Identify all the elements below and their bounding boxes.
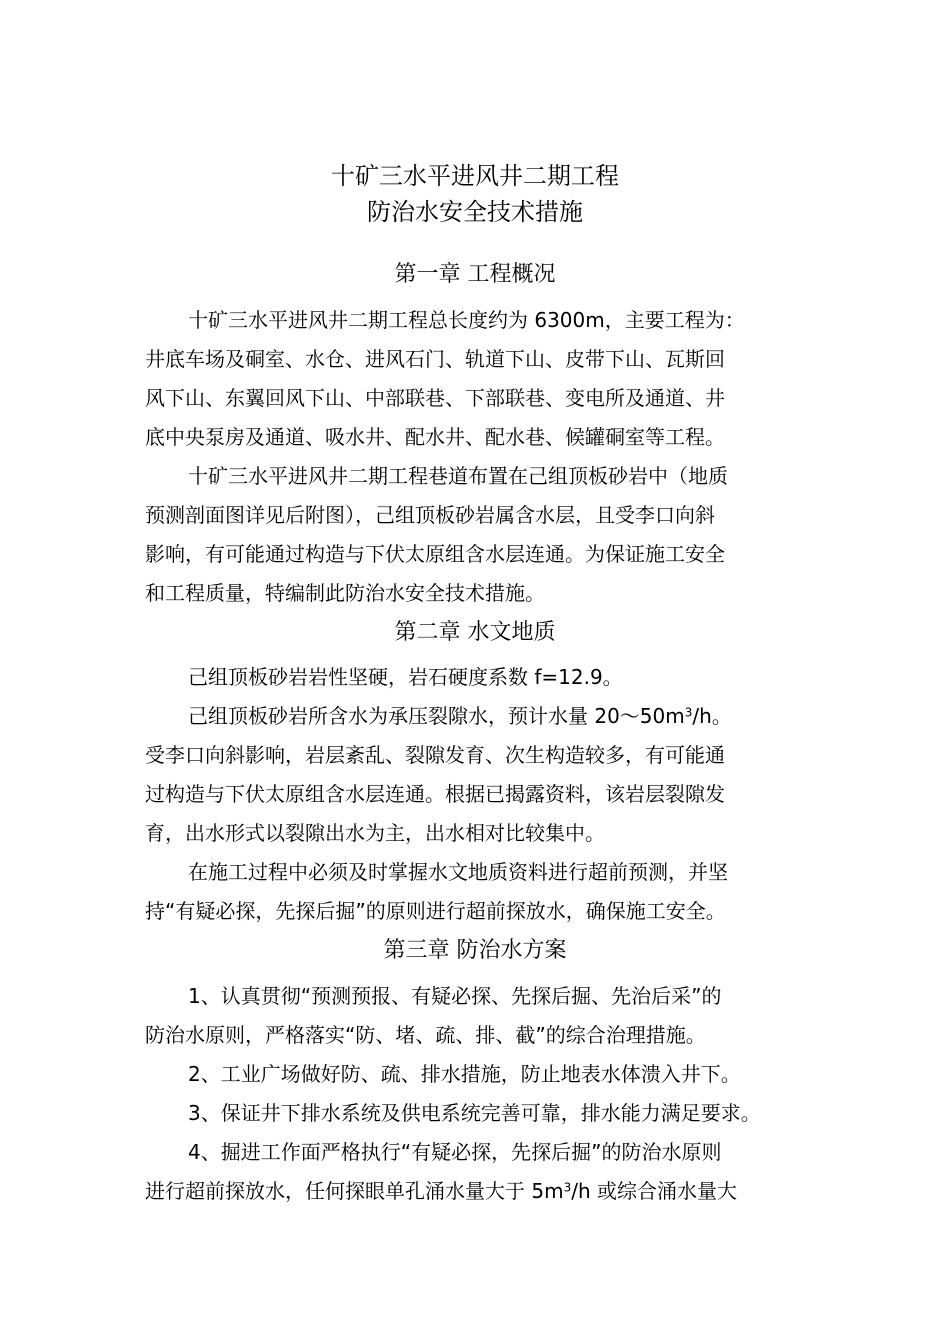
chapter-1-paragraph-line: 十矿三水平进风井二期工程总长度约为 6300m，主要工程为： — [188, 308, 745, 332]
chapter-2-line-text-end: /h。 — [692, 704, 732, 728]
chapter-2-paragraph-line: 持“有疑必探，先探后掘”的原则进行超前探放水，确保施工安全。 — [145, 899, 726, 923]
chapter-2-paragraph-line — [188, 702, 732, 730]
chapter-3-paragraph-line: 3、保证井下排水系统及供电系统完善可靠，排水能力满足要求。 — [188, 1101, 761, 1125]
chapter-2-paragraph-line: 过构造与下伏太原组含水层连通。根据已揭露资料，该岩层裂隙发 — [145, 782, 725, 806]
chapter-2-paragraph-line: 在施工过程中必须及时掌握水文地质资料进行超前预测，并坚 — [188, 860, 728, 884]
chapter-3-paragraph-line: 2、工业广场做好防、疏、排水措施，防止地表水体溃入井下。 — [188, 1062, 741, 1086]
chapter-2-line-text: 己组顶板砂岩所含水为承压裂隙水，预计水量 20～50m — [188, 704, 685, 728]
document-title-line-1: 十矿三水平进风井二期工程 — [331, 162, 619, 190]
chapter-1-paragraph-line: 风下山、东翼回风下山、中部联巷、下部联巷、变电所及通道、井 — [145, 386, 725, 410]
superscript-exponent: 3 — [563, 1180, 572, 1195]
chapter-3-line-text-end: /h 或综合涌水量大 — [571, 1179, 737, 1203]
chapter-1-paragraph-line: 井底车场及硐室、水仓、进风石门、轨道下山、皮带下山、瓦斯回 — [145, 347, 725, 371]
chapter-1-heading: 第一章 工程概况 — [394, 262, 556, 287]
chapter-1-paragraph-line: 预测剖面图详见后附图），己组顶板砂岩属含水层，且受李口向斜 — [145, 503, 715, 527]
chapter-1-paragraph-line: 和工程质量，特编制此防治水安全技术措施。 — [145, 581, 545, 605]
superscript-exponent: 3 — [684, 705, 693, 720]
chapter-1-paragraph-line: 十矿三水平进风井二期工程巷道布置在己组顶板砂岩中（地质 — [188, 464, 728, 488]
chapter-3-paragraph-line: 防治水原则，严格落实“防、堵、疏、排、截”的综合治理措施。 — [145, 1023, 706, 1047]
chapter-1-paragraph-line: 影响，有可能通过构造与下伏太原组含水层连通。为保证施工安全 — [145, 542, 725, 566]
chapter-3-paragraph-line: 1、认真贯彻“预测预报、有疑必探、先探后掘、先治后采”的 — [188, 984, 722, 1008]
chapter-1-paragraph-line: 底中央泵房及通道、吸水井、配水井、配水巷、候罐硐室等工程。 — [145, 425, 725, 449]
chapter-2-paragraph-line: 受李口向斜影响，岩层紊乱、裂隙发育、次生构造较多，有可能通 — [145, 743, 725, 767]
chapter-3-heading: 第三章 防治水方案 — [383, 938, 567, 963]
chapter-2-paragraph-line: 己组顶板砂岩岩性坚硬，岩石硬度系数 f=12.9。 — [188, 665, 623, 689]
chapter-3-line-text: 进行超前探放水，任何探眼单孔涌水量大于 5m — [145, 1179, 564, 1203]
chapter-3-paragraph-line — [145, 1177, 737, 1205]
chapter-2-paragraph-line: 育，出水形式以裂隙出水为主，出水相对比较集中。 — [145, 821, 605, 845]
document-title-line-2: 防治水安全技术措施 — [367, 198, 583, 226]
chapter-2-heading: 第二章 水文地质 — [394, 620, 556, 645]
chapter-3-paragraph-line: 4、掘进工作面严格执行“有疑必探，先探后掘”的防治水原则 — [188, 1140, 722, 1164]
